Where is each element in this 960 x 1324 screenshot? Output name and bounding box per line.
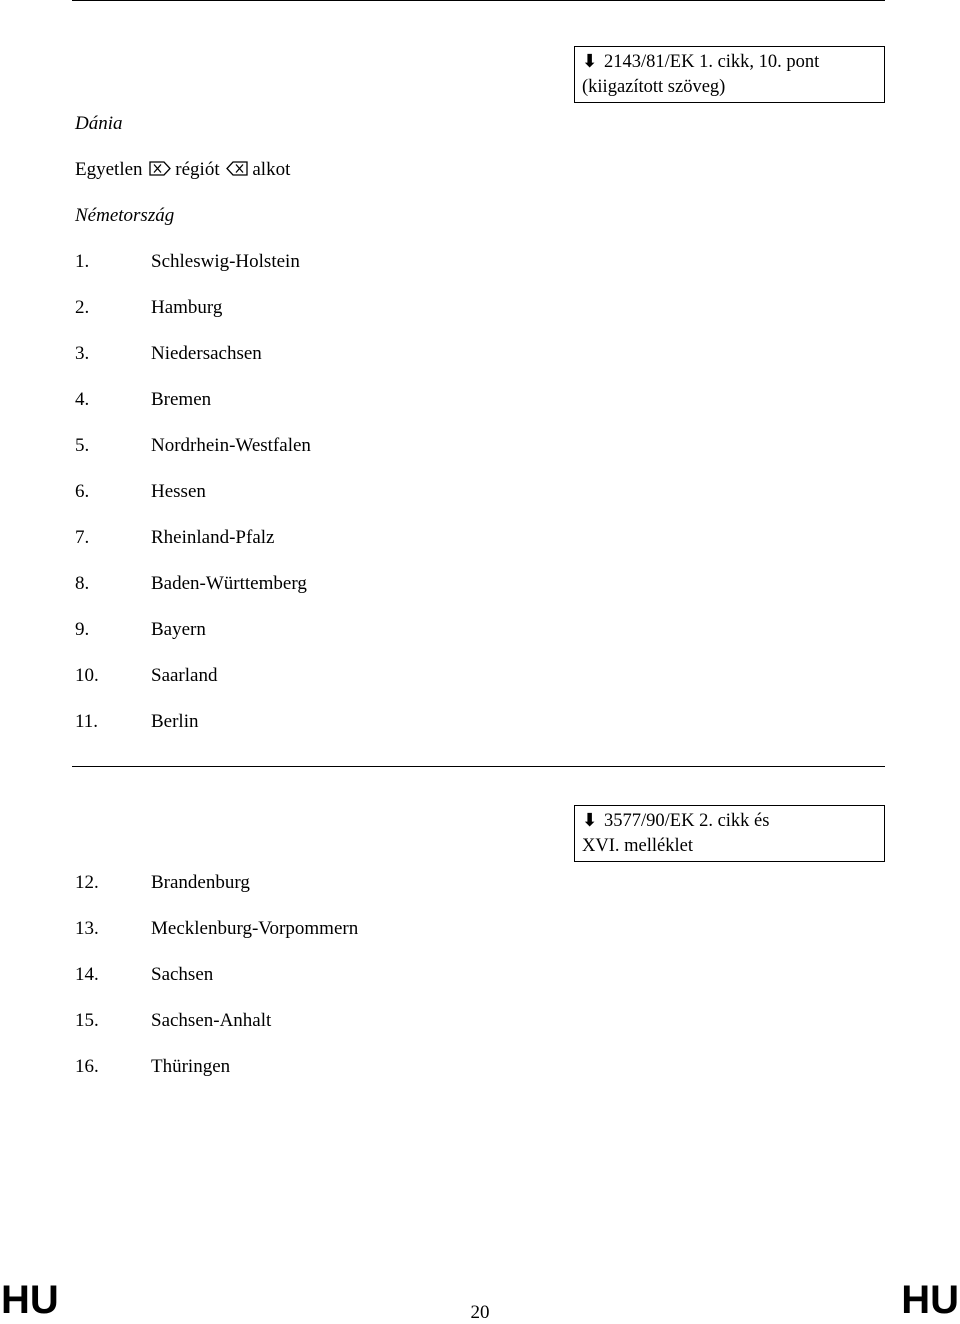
item-name: Saarland: [151, 665, 218, 686]
list-item: [75, 434, 311, 458]
dania-sentence: [75, 158, 290, 182]
list-item: [75, 664, 217, 688]
item-name: Brandenburg: [151, 872, 250, 893]
list-item: [75, 963, 213, 987]
item-number: 12.: [75, 872, 99, 893]
down-arrow-icon: ⬇: [582, 51, 598, 72]
list-item: [75, 618, 206, 642]
section-heading-nemetorszag: Németország: [75, 205, 175, 226]
item-number: 13.: [75, 918, 99, 939]
item-name: Sachsen: [151, 964, 214, 985]
item-name: Baden-Württemberg: [151, 573, 307, 594]
list-item: [75, 480, 206, 504]
section-heading-dania: Dánia: [75, 113, 123, 134]
item-number: 16.: [75, 1056, 99, 1077]
item-number: 15.: [75, 1010, 99, 1031]
item-name: Schleswig-Holstein: [151, 251, 300, 272]
item-name: Mecklenburg-Vorpommern: [151, 918, 359, 939]
list-item: [75, 342, 262, 366]
item-name: Bremen: [151, 389, 212, 410]
item-number: 10.: [75, 665, 99, 686]
list-item: [75, 526, 274, 550]
item-name: Thüringen: [151, 1056, 231, 1077]
section-divider: [72, 766, 885, 767]
item-name: Berlin: [151, 711, 199, 732]
sentence-part3: alkot: [252, 159, 291, 180]
list-item: [75, 296, 222, 320]
item-name: Bayern: [151, 619, 206, 640]
item-name: Niedersachsen: [151, 343, 262, 364]
item-number: 5.: [75, 435, 90, 456]
item-number: 8.: [75, 573, 90, 594]
footer-language-code-right: HU: [901, 1278, 959, 1322]
list-item: [75, 871, 250, 895]
item-number: 6.: [75, 481, 90, 502]
item-name: Rheinland-Pfalz: [151, 527, 275, 548]
list-item: [75, 917, 358, 941]
item-number: 14.: [75, 964, 99, 985]
item-number: 7.: [75, 527, 90, 548]
item-number: 3.: [75, 343, 90, 364]
item-number: 11.: [75, 711, 99, 732]
insertion-end-icon: [226, 161, 248, 176]
item-number: 4.: [75, 389, 90, 410]
list-item: [75, 250, 300, 274]
list-item: [75, 1009, 271, 1033]
sentence-part1: Egyetlen: [75, 159, 143, 180]
reference-text-line2: (kiigazított szöveg): [582, 77, 726, 97]
page-number: 20: [470, 1302, 490, 1323]
down-arrow-icon: ⬇: [582, 810, 598, 831]
top-divider: [72, 0, 885, 1]
reference-text-line1: 2143/81/EK 1. cikk, 10. pont: [604, 52, 820, 72]
item-name: Nordrhein-Westfalen: [151, 435, 311, 456]
sentence-part2: régiót: [175, 159, 220, 180]
item-number: 2.: [75, 297, 90, 318]
list-item: [75, 388, 211, 412]
item-name: Sachsen-Anhalt: [151, 1010, 272, 1031]
item-name: Hamburg: [151, 297, 223, 318]
item-name: Hessen: [151, 481, 206, 502]
item-number: 9.: [75, 619, 90, 640]
reference-text-line1: 3577/90/EK 2. cikk és: [604, 811, 770, 831]
reference-text-line2: XVI. melléklet: [582, 836, 693, 856]
insertion-start-icon: [149, 161, 171, 176]
reference-box-1: [574, 46, 885, 103]
footer-language-code-left: HU: [1, 1278, 59, 1322]
reference-box-2: [574, 805, 885, 862]
list-item: [75, 572, 307, 596]
list-item: [75, 1055, 230, 1079]
item-number: 1.: [75, 251, 90, 272]
list-item: [75, 710, 199, 734]
